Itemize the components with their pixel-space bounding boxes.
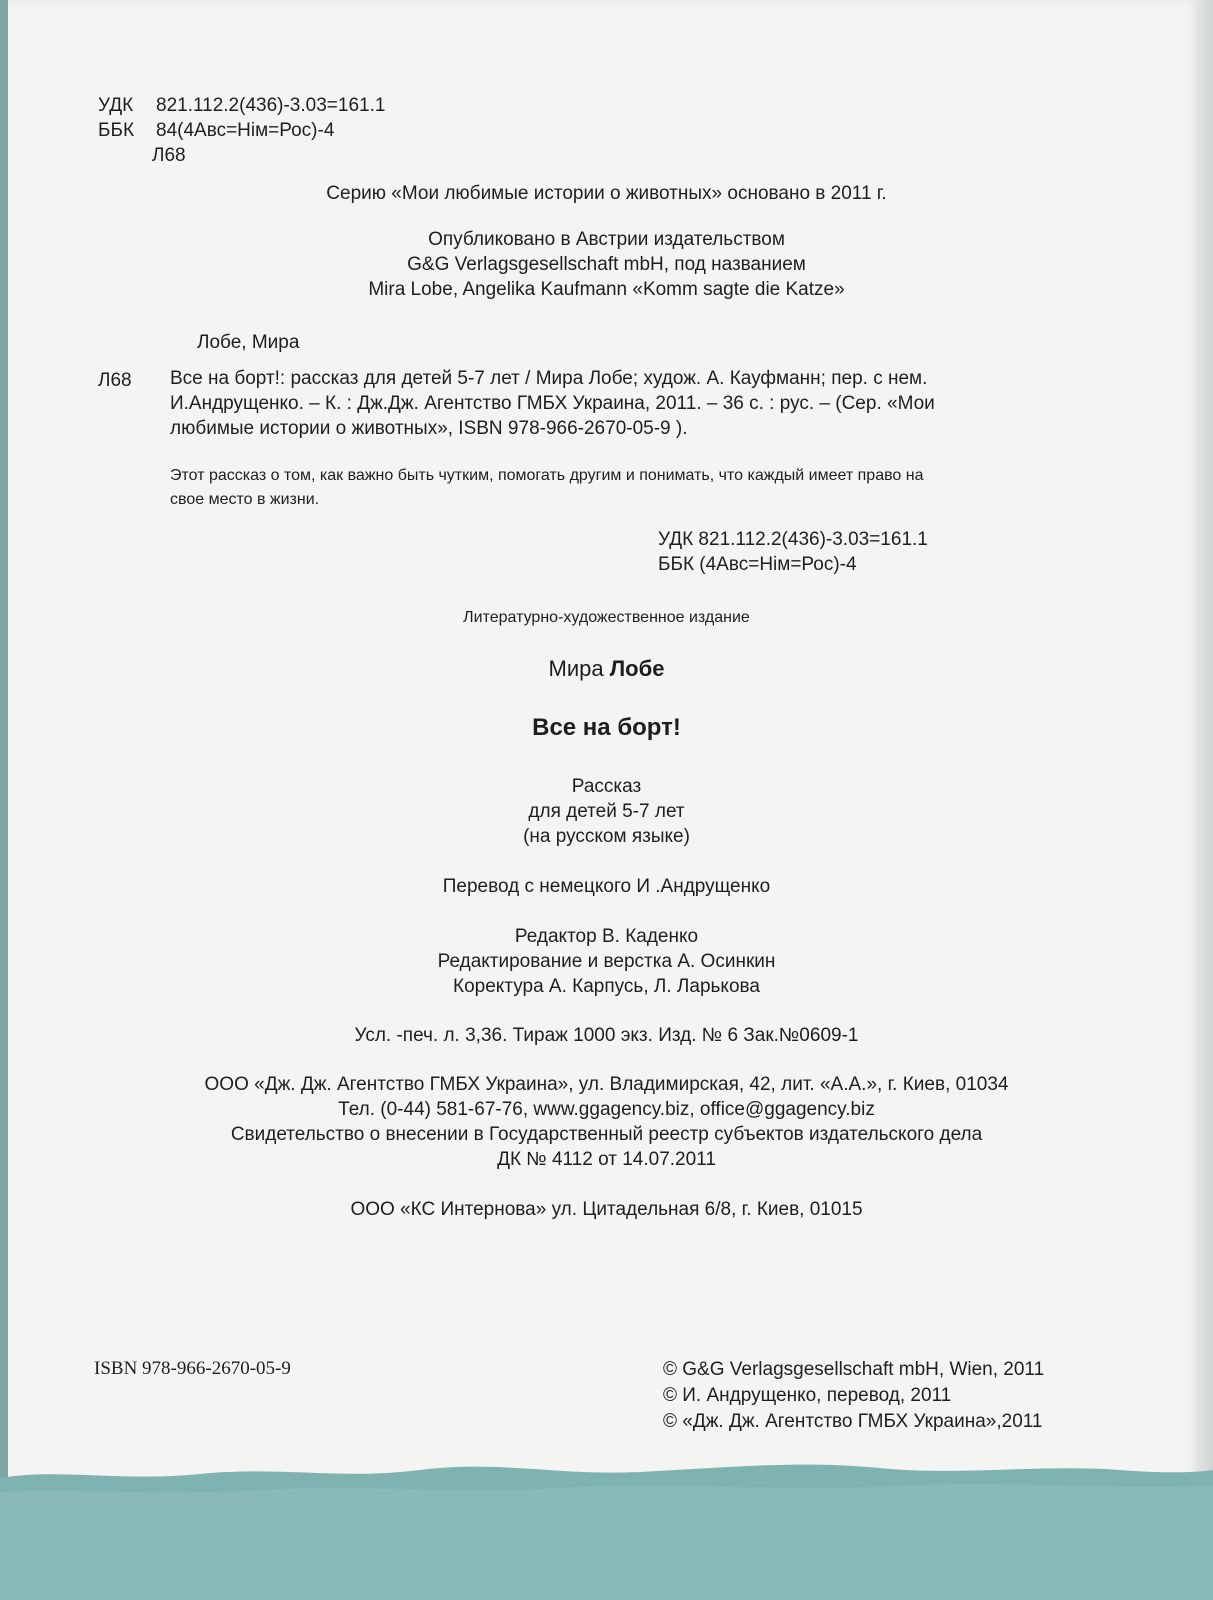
credit-line: Коректура А. Карпусь, Л. Ларькова xyxy=(453,976,760,997)
isbn: ISBN 978-966-2670-05-9 xyxy=(94,1358,291,1379)
author-name xyxy=(0,657,1213,681)
udk-value: 821.112.2(436)-3.03=161.1 xyxy=(156,95,386,116)
sea-illustration xyxy=(0,1430,1213,1600)
print-specs: Усл. -печ. л. 3,36. Тираж 1000 экз. Изд. № 6 Зак.№0609-1 xyxy=(354,1025,859,1046)
genre-line: для детей 5-7 лет xyxy=(528,801,685,822)
author-last-name: Лобе xyxy=(609,656,665,681)
translation-credit: Перевод с немецкого И .Андрущенко xyxy=(442,876,771,897)
credit-line: Редактирование и верстка А. Осинкин xyxy=(437,951,776,972)
bbk-value: 84(4Авс=Нім=Рос)-4 xyxy=(156,120,335,141)
bbk-line xyxy=(98,119,334,143)
genre-line: (на русском языке) xyxy=(523,826,690,847)
book-title: Все на борт! xyxy=(532,714,681,741)
author-first-name: Мира xyxy=(548,656,604,681)
copyright-line: © G&G Verlagsgesellschaft mbH, Wien, 2011 xyxy=(663,1359,1045,1380)
original-publication-line: G&G Verlagsgesellschaft mbH, под названием xyxy=(407,254,806,275)
printer-info: ООО «КС Интернова» ул. Цитадельная 6/8, г. Киев, 01015 xyxy=(350,1199,863,1220)
udk-label: УДК xyxy=(98,95,134,116)
catalog-bbk: ББК (4Авс=Нім=Рос)-4 xyxy=(658,554,857,575)
catalog-mark: Л68 xyxy=(98,370,132,391)
publisher-line: Тел. (0-44) 581-67-76, www.ggagency.biz, office@ggagency.biz xyxy=(338,1099,875,1120)
catalog-description-line: Все на борт!: рассказ для детей 5-7 лет / Мира Лобе; худож. А. Кауфманн; пер. с нем. xyxy=(170,368,928,389)
series-note: Серию «Мои любимые истории о животных» основано в 2011 г. xyxy=(326,183,887,204)
genre-line: Рассказ xyxy=(571,776,642,797)
bbk-label: ББК xyxy=(98,120,135,141)
catalog-annotation-line: Этот рассказ о том, как важно быть чутким, помогать другим и понимать, что каждый имеет право на xyxy=(170,467,924,484)
credit-line: Редактор В. Каденко xyxy=(514,926,699,947)
edition-type: Литературно-художественное издание xyxy=(463,609,750,626)
publisher-line: ООО «Дж. Дж. Агентство ГМБХ Украина», ул. Владимирская, 42, лит. «А.А.», г. Киев, 01034 xyxy=(204,1074,1009,1095)
catalog-description-line: И.Андрущенко. – К. : Дж.Дж. Агентство ГМБХ Украина, 2011. – 36 с. : рус. – (Сер. «Мои xyxy=(170,393,935,414)
publisher-line: ДК № 4112 от 14.07.2011 xyxy=(497,1149,716,1170)
author-mark-top: Л68 xyxy=(152,145,186,166)
catalog-description-line: любимые истории о животных», ISBN 978-966-2670-05-9 ). xyxy=(170,418,688,439)
catalog-author-heading: Лобе, Мира xyxy=(197,332,300,353)
catalog-annotation-line: свое место в жизни. xyxy=(170,491,320,508)
original-publication-line: Опубликовано в Австрии издательством xyxy=(428,229,785,250)
catalog-udk: УДК 821.112.2(436)-3.03=161.1 xyxy=(658,529,928,550)
copyright-line: © «Дж. Дж. Агентство ГМБХ Украина»,2011 xyxy=(663,1411,1043,1432)
original-publication-line: Mira Lobe, Angelika Kaufmann «Komm sagte die Katze» xyxy=(368,279,845,300)
copyright-line: © И. Андрущенко, перевод, 2011 xyxy=(663,1385,952,1406)
udk-line xyxy=(98,94,385,118)
publisher-line: Свидетельство о внесении в Государственный реестр субъектов издательского дела xyxy=(230,1124,983,1145)
